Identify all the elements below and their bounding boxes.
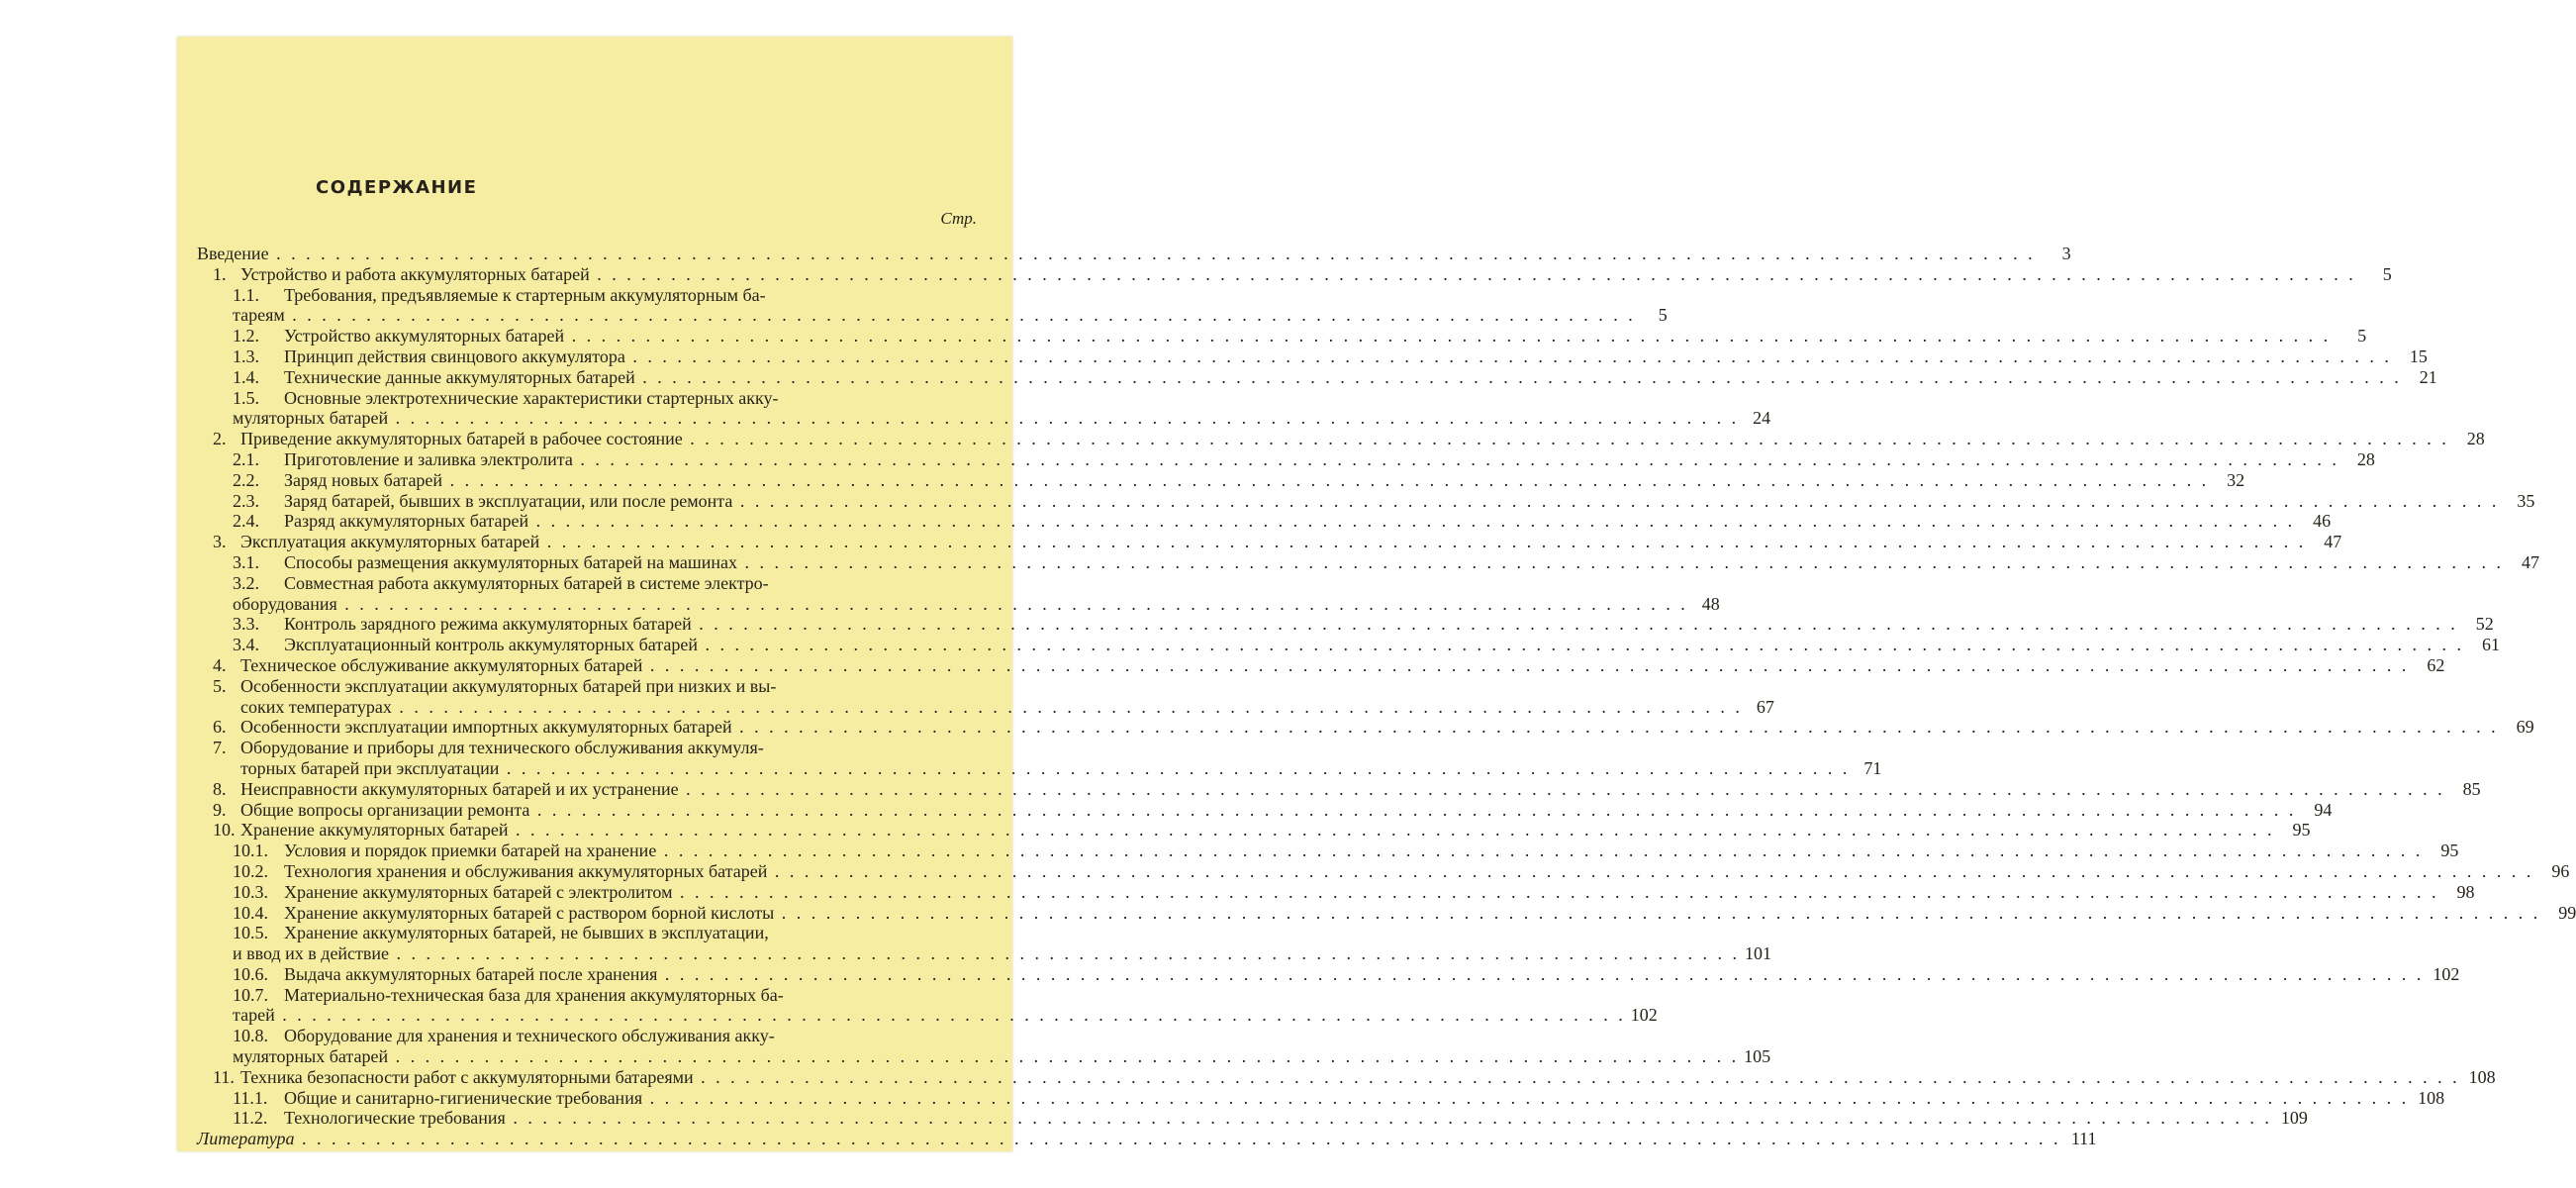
toc-entry-page: 111 bbox=[2070, 1129, 2097, 1149]
toc-entry-number: 10. bbox=[213, 820, 236, 841]
toc-entry-number: 1. bbox=[213, 263, 227, 284]
toc-entry-title-continued: и ввод их в действие bbox=[233, 943, 390, 964]
toc-entry-page: 47 bbox=[2522, 551, 2540, 572]
toc-entry-title: Техника безопасности работ с аккумуляторными батареями bbox=[240, 1066, 694, 1087]
toc-entry-number: 8. bbox=[213, 778, 227, 799]
toc-entry bbox=[197, 429, 2485, 449]
toc-entry bbox=[197, 614, 2494, 635]
toc-entry-title: Технические данные аккумуляторных батарей bbox=[284, 366, 635, 387]
toc-entry bbox=[197, 244, 2071, 264]
toc-entry-number: 11. bbox=[213, 1066, 235, 1087]
toc-entry-page: 24 bbox=[1753, 408, 1771, 429]
toc-entry-title-continued: соких температурах bbox=[240, 696, 392, 717]
toc-entry-title: Контроль зарядного режима аккумуляторных батарей bbox=[284, 614, 692, 635]
toc-entry-number: 1.1. bbox=[233, 284, 259, 305]
toc-entry-page: 3 bbox=[2061, 244, 2071, 263]
toc-entry-number: 10.5. bbox=[233, 923, 268, 943]
toc-entry-title: Устройство и работа аккумуляторных батарей bbox=[240, 263, 590, 284]
toc-entry bbox=[197, 881, 2475, 903]
toc-entry bbox=[197, 511, 2332, 532]
toc-entry-title: Материально-техническая база для хранения аккумуляторных ба- bbox=[284, 984, 784, 1005]
toc-entry-page: 94 bbox=[2314, 799, 2333, 820]
toc-entry bbox=[197, 551, 2540, 573]
toc-entry-title: Заряд новых батарей bbox=[284, 469, 443, 490]
toc-entry-title: Эксплуатация аккумуляторных батарей bbox=[240, 532, 540, 552]
toc-entry-title: Особенности эксплуатации импортных аккумуляторных батарей bbox=[240, 717, 732, 738]
toc-entry-title: Хранение аккумуляторных батарей bbox=[240, 820, 509, 841]
toc-entry bbox=[197, 738, 1882, 779]
toc-entry-title: Техническое обслуживание аккумуляторных батарей bbox=[240, 654, 643, 675]
toc-entry-number: 10.3. bbox=[233, 881, 268, 902]
toc-entry bbox=[197, 387, 1771, 430]
toc-entry-number: 3.3. bbox=[233, 614, 259, 635]
toc-entry bbox=[197, 654, 2445, 676]
toc-entry-page: 102 bbox=[1630, 1005, 1658, 1026]
toc-entry bbox=[197, 326, 2367, 346]
toc-entry bbox=[197, 902, 2576, 924]
toc-entry-title-continued: муляторных батарей bbox=[233, 1046, 389, 1067]
toc-entry-number: 10.2. bbox=[233, 860, 268, 881]
toc-entry-page: 71 bbox=[1863, 757, 1882, 778]
toc-entry-page: 46 bbox=[2313, 511, 2332, 532]
toc-entry-number: 5. bbox=[213, 675, 227, 696]
toc-entry bbox=[197, 346, 2428, 367]
toc-entry-page: 109 bbox=[2280, 1108, 2308, 1129]
toc-entry-title: Разряд аккумуляторных батарей bbox=[284, 511, 529, 532]
toc-entry-number: 11.1. bbox=[233, 1087, 268, 1108]
toc-entry-number: 1.5. bbox=[233, 387, 259, 408]
toc-entry-page: 5 bbox=[2357, 326, 2367, 346]
toc-entry bbox=[197, 532, 2342, 552]
toc-entry-page: 108 bbox=[2468, 1066, 2496, 1087]
toc-entry-title: Выдача аккумуляторных батарей после хранения bbox=[284, 963, 658, 984]
toc-entry-number: 10.7. bbox=[233, 984, 268, 1005]
toc-entry-page: 101 bbox=[1745, 943, 1772, 964]
toc-entry-page: 96 bbox=[2551, 860, 2570, 881]
toc-entry-title: Технологические требования bbox=[284, 1108, 506, 1129]
toc-entry-page: 21 bbox=[2419, 366, 2437, 387]
toc-entry-page: 98 bbox=[2456, 881, 2475, 902]
toc-entry-page: 99 bbox=[2558, 902, 2576, 923]
toc-entry-page: 85 bbox=[2462, 778, 2481, 799]
toc-entry-page: 95 bbox=[2292, 820, 2311, 841]
toc-entry-page: 108 bbox=[2418, 1087, 2445, 1108]
toc-entry-page: 95 bbox=[2440, 841, 2459, 861]
toc-entry-number: 2.2. bbox=[233, 469, 259, 490]
toc-entry-title-continued: тареям bbox=[233, 305, 285, 326]
toc-entry-number: 6. bbox=[213, 717, 227, 738]
table-of-contents bbox=[197, 244, 2576, 1149]
toc-entry-page: 5 bbox=[2382, 263, 2392, 284]
toc-entry-title: Способы размещения аккумуляторных батарей на машинах bbox=[284, 551, 738, 572]
toc-entry-number: 10.4. bbox=[233, 902, 268, 923]
toc-entry-title-continued: муляторных батарей bbox=[233, 408, 389, 429]
toc-entry-page: 52 bbox=[2475, 614, 2494, 635]
toc-entry-number: 11.2. bbox=[233, 1108, 268, 1129]
toc-entry-title: Совместная работа аккумуляторных батарей в системе электро- bbox=[284, 572, 769, 593]
toc-entry-title-continued: тарей bbox=[233, 1005, 275, 1026]
toc-entry-page: 5 bbox=[1658, 305, 1668, 326]
toc-entry-title: Неисправности аккумуляторных батарей и их устранение bbox=[240, 778, 679, 799]
toc-entry bbox=[197, 1129, 2097, 1149]
toc-entry bbox=[197, 490, 2535, 512]
toc-entry-number: 4. bbox=[213, 654, 227, 675]
toc-entry-title: Приведение аккумуляторных батарей в рабочее состояние bbox=[240, 429, 683, 449]
toc-entry-page: 62 bbox=[2427, 654, 2445, 675]
toc-entry-title: Хранение аккумуляторных батарей с раствором борной кислоты bbox=[284, 902, 775, 923]
toc-entry-title: Хранение аккумуляторных батарей, не бывших в эксплуатации, bbox=[284, 923, 769, 943]
toc-entry bbox=[197, 572, 1720, 615]
toc-entry bbox=[197, 675, 1774, 718]
toc-entry-number: 2.3. bbox=[233, 490, 259, 511]
toc-entry-number: 10.6. bbox=[233, 963, 268, 984]
toc-entry-title: Приготовление и заливка электролита bbox=[284, 448, 573, 469]
toc-entry-title-continued: торных батарей при эксплуатации bbox=[240, 757, 500, 778]
toc-entry-number: 2.1. bbox=[233, 448, 259, 469]
toc-entry-number: 3. bbox=[213, 532, 227, 552]
toc-entry bbox=[197, 1066, 2496, 1088]
toc-entry-number: 2.4. bbox=[233, 511, 259, 532]
toc-entry bbox=[197, 1026, 1771, 1067]
toc-entry bbox=[197, 717, 2534, 738]
toc-entry bbox=[197, 448, 2375, 470]
toc-entry bbox=[197, 923, 1772, 964]
toc-entry-title: Общие и санитарно-гигиенические требования bbox=[284, 1087, 643, 1108]
toc-entry bbox=[197, 984, 1658, 1027]
toc-entry-number: 2. bbox=[213, 429, 227, 449]
toc-entry-title: Особенности эксплуатации аккумуляторных батарей при низких и вы- bbox=[240, 675, 777, 696]
book-page bbox=[177, 37, 2576, 1151]
toc-entry bbox=[197, 284, 1668, 327]
toc-entry-number: 1.3. bbox=[233, 346, 259, 366]
toc-entry-number: 10.8. bbox=[233, 1026, 268, 1046]
toc-entry-page: 28 bbox=[2466, 429, 2485, 449]
toc-entry-title: Основные электротехнические характеристики стартерных акку- bbox=[284, 387, 779, 408]
toc-entry-title: Оборудование для хранения и технического обслуживания акку- bbox=[284, 1026, 775, 1046]
toc-entry-number: 3.4. bbox=[233, 635, 259, 655]
toc-entry bbox=[197, 1087, 2445, 1109]
page-column-header: Стр. bbox=[940, 209, 977, 228]
toc-entry-title: Введение bbox=[197, 244, 269, 263]
toc-entry-page: 67 bbox=[1756, 696, 1774, 717]
toc-entry-title: Оборудование и приборы для технического обслуживания аккумуля- bbox=[240, 738, 764, 758]
toc-entry-title: Устройство аккумуляторных батарей bbox=[284, 326, 565, 346]
toc-entry bbox=[197, 963, 2460, 985]
toc-entry-number: 3.1. bbox=[233, 551, 259, 572]
toc-entry-page: 35 bbox=[2517, 490, 2535, 511]
toc-entry-title: Литература bbox=[197, 1129, 295, 1149]
toc-entry bbox=[197, 366, 2437, 388]
toc-entry-number: 1.2. bbox=[233, 326, 259, 346]
toc-entry-number: 3.2. bbox=[233, 572, 259, 593]
toc-entry-page: 47 bbox=[2324, 532, 2342, 552]
toc-entry-page: 105 bbox=[1744, 1046, 1771, 1067]
toc-entry-number: 7. bbox=[213, 738, 227, 758]
toc-entry-title-continued: оборудования bbox=[233, 593, 337, 614]
toc-entry-title: Принцип действия свинцового аккумулятора bbox=[284, 346, 625, 366]
toc-entry-page: 61 bbox=[2482, 635, 2500, 655]
toc-entry-title: Общие вопросы организации ремонта bbox=[240, 799, 530, 820]
toc-entry-number: 9. bbox=[213, 799, 227, 820]
toc-entry-title: Условия и порядок приемки батарей на хранение bbox=[284, 841, 657, 861]
toc-entry bbox=[197, 263, 2392, 285]
toc-entry-title: Технология хранения и обслуживания аккумуляторных батарей bbox=[284, 860, 768, 881]
toc-entry-page: 102 bbox=[2433, 963, 2460, 984]
toc-entry bbox=[197, 778, 2481, 800]
toc-entry bbox=[197, 469, 2245, 491]
toc-entry bbox=[197, 841, 2459, 861]
toc-entry-title: Заряд батарей, бывших в эксплуатации, или после ремонта bbox=[284, 490, 733, 511]
toc-entry-page: 28 bbox=[2356, 448, 2375, 469]
toc-entry-page: 69 bbox=[2516, 717, 2534, 738]
toc-entry bbox=[197, 820, 2311, 841]
toc-entry-page: 32 bbox=[2227, 469, 2245, 490]
toc-entry-title: Эксплуатационный контроль аккумуляторных батарей bbox=[284, 635, 698, 655]
toc-entry bbox=[197, 635, 2500, 655]
toc-entry-number: 1.4. bbox=[233, 366, 259, 387]
toc-entry-title: Хранение аккумуляторных батарей с электролитом bbox=[284, 881, 673, 902]
toc-entry-page: 15 bbox=[2409, 346, 2428, 366]
toc-entry bbox=[197, 1108, 2308, 1129]
page-title: СОДЕРЖАНИЕ bbox=[316, 177, 478, 198]
toc-entry-title: Требования, предъявляемые к стартерным аккумуляторным ба- bbox=[284, 284, 766, 305]
toc-entry bbox=[197, 860, 2570, 882]
toc-entry-number: 10.1. bbox=[233, 841, 268, 861]
toc-entry-page: 48 bbox=[1701, 593, 1720, 614]
toc-entry bbox=[197, 799, 2333, 821]
